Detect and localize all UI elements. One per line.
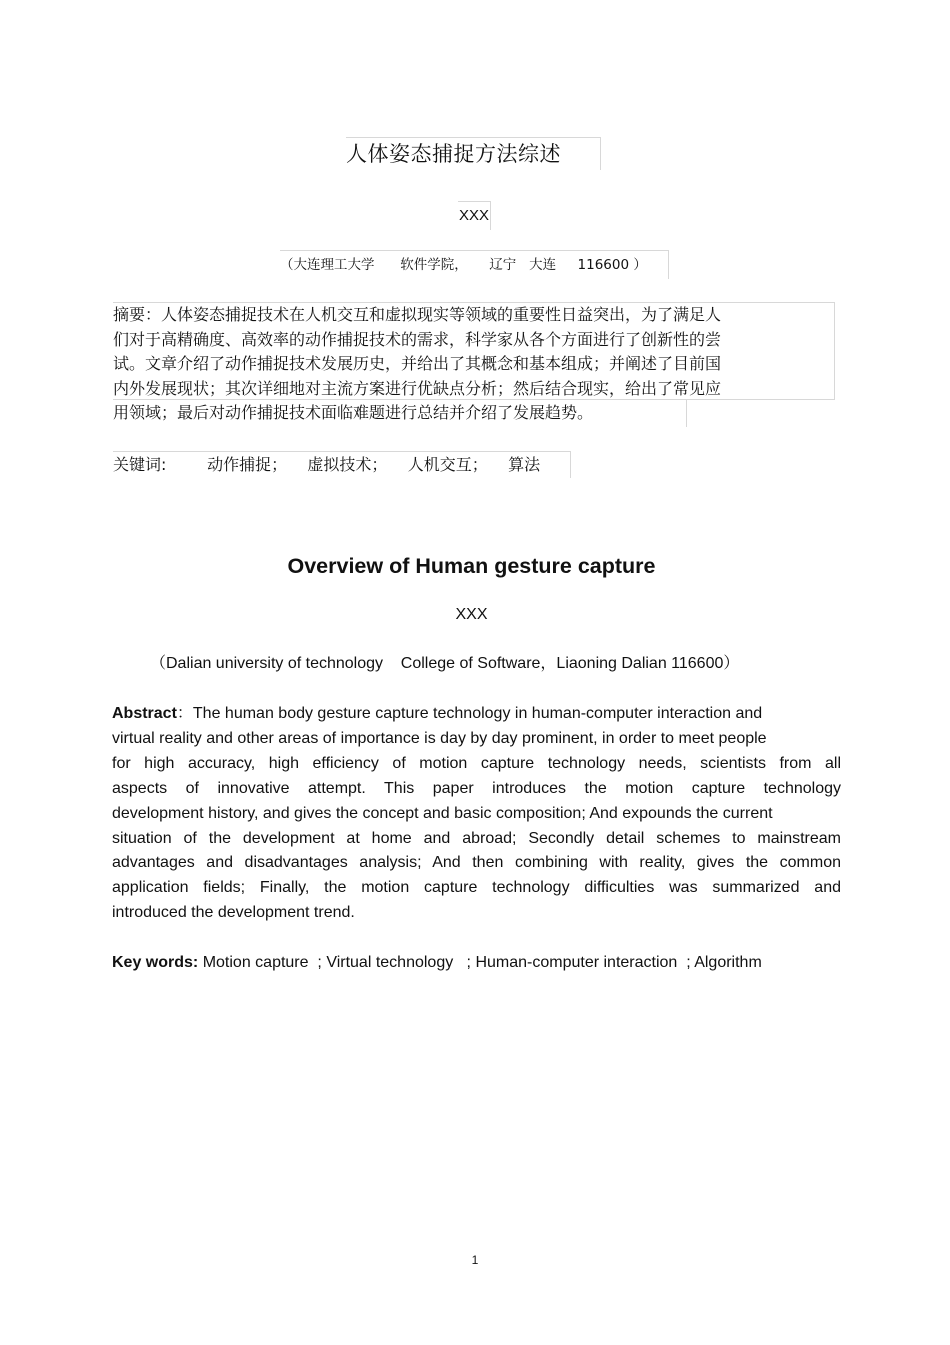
english-title: Overview of Human gesture capture xyxy=(287,554,656,578)
abstract-label: Abstract xyxy=(112,705,177,722)
english-abstract-line: situation of the development at home and abroad; Secondly detail schemes to mainstream xyxy=(112,829,841,847)
keywords-label: Key words: xyxy=(112,954,199,971)
english-abstract-line: aspects of innovative attempt. This paper introduces the motion capture technology xyxy=(112,779,841,797)
english-abstract-line: application fields; Finally, the motion capture technology difficulties was summarized and xyxy=(112,879,841,897)
english-keywords xyxy=(112,951,872,975)
english-abstract xyxy=(112,702,854,926)
english-abstract-line: advantages and disadvantages analysis; And then combining with reality, gives the common xyxy=(112,854,841,872)
chinese-abstract-line: 用领域；最后对动作捕捉技术面临难题进行总结并介绍了发展趋势。 xyxy=(113,403,594,422)
english-abstract-line: virtual reality and other areas of importance is day by day prominent, in order to meet people xyxy=(112,729,767,747)
english-abstract-line: for high accuracy, high efficiency of motion capture technology needs, scientists from all xyxy=(112,754,841,772)
english-author: XXX xyxy=(455,606,488,623)
page-number: 1 xyxy=(471,1253,479,1267)
english-abstract-line: introduced the development trend. xyxy=(112,904,355,922)
english-abstract-line xyxy=(112,702,854,727)
chinese-keywords: 关键词: 动作捕捉； 虚拟技术； 人机交互； 算法 xyxy=(113,451,571,478)
english-affiliation: （Dalian university of technology College of Software，Liaoning Dalian 116600） xyxy=(150,655,740,672)
chinese-abstract xyxy=(113,303,803,426)
chinese-title: 人体姿态捕捉方法综述 xyxy=(346,137,601,170)
chinese-affiliation: （大连理工大学 软件学院， 辽宁 大连 116600 ） xyxy=(280,250,669,279)
english-abstract-line: development history, and gives the concept and basic composition; And expounds the current xyxy=(112,804,773,822)
chinese-abstract-line: 们对于高精确度、高效率的动作捕捉技术的需求，科学家从各个方面进行了创新性的尝 xyxy=(113,329,722,349)
chinese-abstract-line: 内外发展现状；其次详细地对主流方案进行优缺点分析；然后结合现实，给出了常见应 xyxy=(113,378,722,398)
chinese-abstract-line: 摘要：人体姿态捕捉技术在人机交互和虚拟现实等领域的重要性日益突出，为了满足人 xyxy=(113,305,722,324)
keywords-text: Motion capture ; Virtual technology ; Human-computer interaction ; Algorithm xyxy=(198,954,762,971)
chinese-author: XXX xyxy=(458,201,491,230)
chinese-abstract-line: 试。文章介绍了动作捕捉技术发展历史，并给出了其概念和基本组成；并阐述了目前国 xyxy=(113,354,722,373)
abstract-text: ：The human body gesture capture technology in human-computer interaction and xyxy=(176,705,763,722)
